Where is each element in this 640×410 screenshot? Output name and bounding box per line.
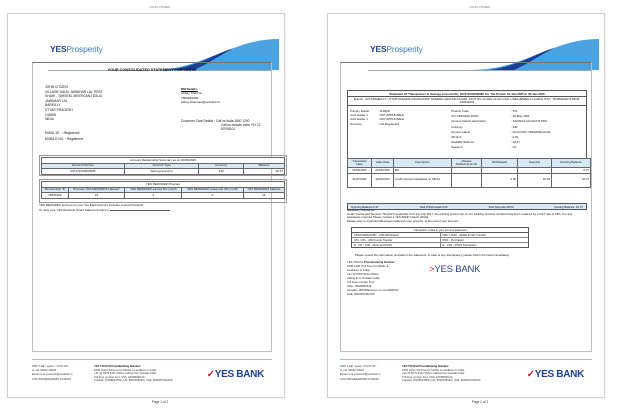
review-note: Please review the information provided in the statement. In case of any discrepancy, please inform the bank immediately.	[355, 253, 510, 257]
page-header-name: JOHN CITIZEN	[149, 5, 171, 9]
yes-touch-numbers: YES TOUCH Phonebanking Number: 1800 1200 (Toll Free for Mobile & Landlines in India) +91 22 5079 5101 (When calling from Outside India) Toll Free number from USA: 18332800149 Canada: 18334991xxxxx us xxxxx800153 UAE: 8000357062010	[347, 260, 399, 296]
page-number: Page 2 of 2	[471, 400, 489, 404]
checkmark-icon: ✓	[206, 369, 215, 380]
page-1	[5, 0, 315, 410]
balance-summary-bar: Opening Balance:0.37 Total Withdrawals:0.00 Total Deposits:18.00 Closing Balance: 18.37	[347, 203, 587, 210]
yes-bank-logo: ✓YES BANK	[526, 369, 584, 380]
contact-registration: EMAIL ID : Registered MOBILE NO. : Registered	[45, 131, 83, 141]
page-2	[325, 0, 635, 410]
statement-body	[32, 62, 283, 352]
rewards-note: YES REWARDZ accrued on your Yes Bank Account includes expired Rewardz. To view your YES Rewardz Smart Statement login to	[39, 203, 170, 212]
gst-disclaimer: Mandatory disclaimer: Under Goods and Services Tax(GST) applicable from 1st July 2017, the existing service tax on our banking services rendered has been replaced by a GST rate of 18%. For any assistance required,Please contact a YES BANK branch official. Please refer to Important Messages related to your account, at the end of your account.	[347, 208, 573, 223]
footer-email[interactable]: Email us at yestouch@yesbank.in	[340, 373, 381, 377]
rm-details: RM Details: Abhay Sharma 7906049006 abhay.sharma2@yesbank.in	[181, 87, 221, 105]
table-row: 01/07/2025 30/06/2025 Credit Interest Capitalised on SB A/c 0.00 18.00 18.37	[348, 173, 591, 187]
table-row: 01/06/2025 01/06/2025 B/F 0.37	[348, 168, 591, 174]
page-header-name: JOHN CITIZEN	[469, 5, 491, 9]
page-footer: SMS "Help" space <CUST ID> to +91 99922 20020 Email us at yestouch@yesbank.in CIN:L65190MH2003PLC143249 YES TOUCH PhoneBanking Number: 1800 1200 (Toll Free for Mobile & Landlines in India) +91 22 5079 5101 (When calling from Outside India) Toll Free number from USA: 18338000149 Canada: 18338012550 | UK: 8000408153 | UAE: 8000357062010 ✓YES BANK	[32, 359, 272, 399]
yes-prosperity-logo: YESProsperity	[50, 44, 103, 54]
customer-care-details: Customer Care Details : Call us India 1800 1200 Call us outside India +91 22 50795101	[181, 119, 261, 132]
brand-band	[328, 24, 604, 62]
table-row: 007479100000985 Savings Account INR 18.37	[42, 169, 285, 175]
rewards-table-frame	[39, 179, 287, 203]
rm-email-link[interactable]: abhay.sharma2@yesbank.in	[181, 100, 221, 105]
statement-body	[340, 62, 592, 352]
footer-email[interactable]: Email us at yestouch@yesbank.in	[32, 373, 73, 377]
account-info: Primary Holder : SUMAN Joint Holder 1 : NOT APPLICABLE Joint Holder 2 : NOT APPLICABLE Nominee : Not Registered Product Code : 751 A/C OPENING DATE : 28-May-2021 Account Variant description : SAVINGS ACCOUNT PRO Currency : INR Account status : ACCOUNT OPEN/REGULAR OD limit : 0.00 Available Balance : 18.37 Sweep in : No	[347, 105, 587, 158]
yes-bank-logo: ✓YES BANK	[206, 369, 264, 380]
transaction-statement-header: Statement Of Transactions In Savings Account No: 007479100000985 For The Period: 01-Jun-2025 to 30-Jun-2025 Branch : 0074,BAREILLY, UTTAR PRADESH,MAHALAXMI TOWERS GROUND FLOOR, PLOT NO 12 AND 13,112 CIVIL LINES,BAREILLY,243001 IFSC: YESB0000074,MICR: 243532003	[347, 90, 587, 106]
table-row: 18393330 15 0 0 15	[42, 193, 285, 199]
rewardz-login-link[interactable]	[110, 210, 170, 211]
yes-bank-wordmark: >YES BANK	[429, 264, 481, 275]
brand-band	[8, 24, 284, 62]
account-summary-table-frame	[39, 155, 287, 176]
account-summary-table: Account Relationship Summary as on 30/06/2025 Account Number Account Type Currency Balance 007479100000985 Savings Account INR 18.37	[41, 157, 285, 175]
rewards-table: YES REWARDZ Program Membership ID Previous YES REWARDZ balance* YES REWARDZ earned this month YES REWARDZ redeemed this month YES REWARDZ balance 18393330 15 0 0 15	[41, 181, 285, 199]
yes-prosperity-logo: YESProsperity	[370, 44, 423, 54]
customer-address: JOHN CITIZEN VILLAGE DAULI JAWAHAR LAL POST SHAHI - TAHSEEL MEERGANJ DAULI JAWAHAR LAL BAREILLY UTTAR PRADESH 243505 INDIA	[45, 85, 103, 122]
page-footer: SMS "Help" space <CUST ID> to +91 99922 20020 Email us at yestouch@yesbank.in CIN:L65190MH2003PLC143249 YES TOUCH PhoneBanking Number: 1800 1200 (Toll Free for Mobile & Landlines in India) +91 22 5079 5101 (When calling from Outside India) Toll Free number from USA: 18338000149 Canada: 18338012550 | UK: 8000408153 | UAE: 8000357062010 ✓YES BANK	[340, 359, 592, 399]
page-number: Page 1 of 2	[151, 400, 169, 404]
transactions-table: Transaction Date Value Date Description Cheque No/Reference No Withdrawals Deposits Running Balance 01/06/2025 01/06/2025 B/F 0.37 01/07/2025 30/06/2025 Credit Interest Capitalised on SB A/c 0.00 18.00 18.37	[347, 158, 591, 188]
statement-sheet	[327, 13, 605, 398]
checkmark-icon: ✓	[526, 369, 535, 380]
transaction-codes-table: Transaction codes in your account statement ATW/CWDR/ATMT - ATM Withdrawal CBO / CMO - Mobile Funds Transfer ATC / ATL - ATM Funds Transfer POD - Purchased R - INT / LCR - Returned RTGS R - LCR - RTGS Transaction	[351, 227, 529, 248]
statement-sheet	[7, 13, 285, 398]
statement-title: YOUR CONSOLIDATED STATEMENT FOR JUN'25	[107, 68, 197, 72]
